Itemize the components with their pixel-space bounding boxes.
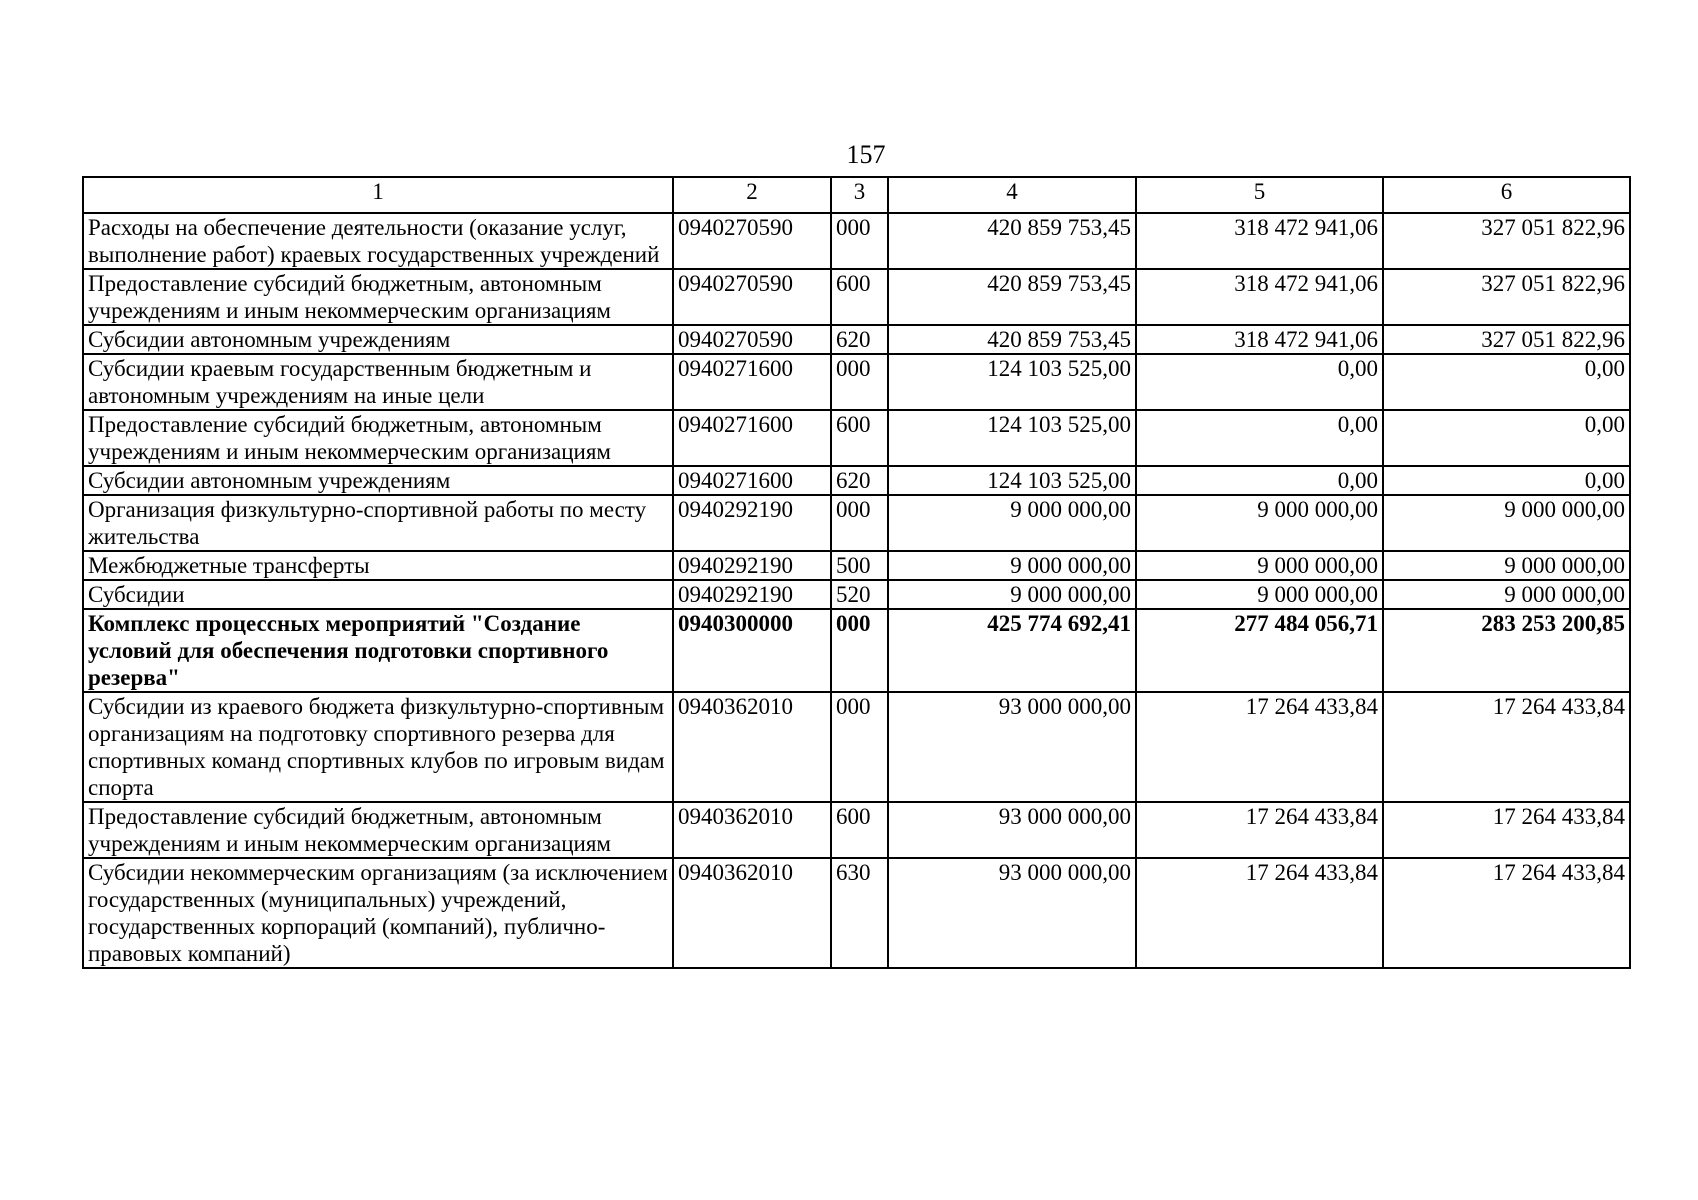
- row-amount-col6-cell: 0,00: [1383, 354, 1630, 410]
- table-row: [83, 354, 1630, 410]
- row-type-cell: 000: [831, 213, 888, 269]
- row-name-cell: Субсидии краевым государственным бюджетным и автономным учреждениям на иные цели: [83, 354, 673, 410]
- table-row: [83, 551, 1630, 580]
- row-name-cell: Субсидии автономным учреждениям: [83, 466, 673, 495]
- row-amount-col6-cell: 283 253 200,85: [1383, 609, 1630, 692]
- row-amount-col5-cell: 277 484 056,71: [1136, 609, 1383, 692]
- row-amount-col6-cell: 9 000 000,00: [1383, 551, 1630, 580]
- row-amount-col5-cell: 318 472 941,06: [1136, 269, 1383, 325]
- row-type-cell: 630: [831, 858, 888, 968]
- row-amount-col5-cell: 0,00: [1136, 354, 1383, 410]
- row-amount-col6-cell: 17 264 433,84: [1383, 858, 1630, 968]
- row-name-cell: Субсидии из краевого бюджета физкультурно-спортивным организациям на подготовку спортивного резерва для спортивных команд спортивных клубов по игровым видам спорта: [83, 692, 673, 802]
- row-name-cell: Комплекс процессных мероприятий "Создание условий для обеспечения подготовки спортивного резерва": [83, 609, 673, 692]
- row-amount-col6-cell: 0,00: [1383, 410, 1630, 466]
- row-name-cell: Субсидии автономным учреждениям: [83, 325, 673, 354]
- row-amount-col4-cell: 9 000 000,00: [888, 495, 1136, 551]
- row-amount-col4-cell: 9 000 000,00: [888, 580, 1136, 609]
- page-number: 157: [846, 140, 886, 169]
- table-row: [83, 325, 1630, 354]
- table-row: [83, 495, 1630, 551]
- row-code-cell: 0940270590: [673, 269, 831, 325]
- row-amount-col5-cell: 17 264 433,84: [1136, 802, 1383, 858]
- row-code-cell: 0940271600: [673, 410, 831, 466]
- row-amount-col5-cell: 17 264 433,84: [1136, 858, 1383, 968]
- table-row: [83, 269, 1630, 325]
- table-row: [83, 802, 1630, 858]
- row-type-cell: 000: [831, 354, 888, 410]
- row-name-cell: Организация физкультурно-спортивной работы по месту жительства: [83, 495, 673, 551]
- row-type-cell: 500: [831, 551, 888, 580]
- table-row: [83, 858, 1630, 968]
- row-amount-col5-cell: 9 000 000,00: [1136, 551, 1383, 580]
- row-type-cell: 620: [831, 466, 888, 495]
- row-amount-col4-cell: 124 103 525,00: [888, 410, 1136, 466]
- row-amount-col5-cell: 9 000 000,00: [1136, 580, 1383, 609]
- row-amount-col4-cell: 124 103 525,00: [888, 354, 1136, 410]
- row-code-cell: 0940270590: [673, 213, 831, 269]
- column-header: 3: [831, 177, 888, 213]
- row-code-cell: 0940362010: [673, 858, 831, 968]
- row-amount-col6-cell: 327 051 822,96: [1383, 213, 1630, 269]
- row-amount-col4-cell: 93 000 000,00: [888, 858, 1136, 968]
- row-amount-col4-cell: 124 103 525,00: [888, 466, 1136, 495]
- row-amount-col6-cell: 9 000 000,00: [1383, 580, 1630, 609]
- row-code-cell: 0940362010: [673, 802, 831, 858]
- row-code-cell: 0940362010: [673, 692, 831, 802]
- table-row: [83, 410, 1630, 466]
- row-name-cell: Межбюджетные трансферты: [83, 551, 673, 580]
- row-amount-col6-cell: 9 000 000,00: [1383, 495, 1630, 551]
- row-amount-col4-cell: 420 859 753,45: [888, 213, 1136, 269]
- row-amount-col4-cell: 9 000 000,00: [888, 551, 1136, 580]
- row-amount-col4-cell: 420 859 753,45: [888, 269, 1136, 325]
- row-code-cell: 0940300000: [673, 609, 831, 692]
- row-amount-col5-cell: 17 264 433,84: [1136, 692, 1383, 802]
- row-amount-col4-cell: 93 000 000,00: [888, 802, 1136, 858]
- row-type-cell: 000: [831, 495, 888, 551]
- row-code-cell: 0940292190: [673, 580, 831, 609]
- table-row: [83, 213, 1630, 269]
- row-amount-col6-cell: 17 264 433,84: [1383, 802, 1630, 858]
- column-header: 2: [673, 177, 831, 213]
- column-header: 4: [888, 177, 1136, 213]
- row-amount-col4-cell: 93 000 000,00: [888, 692, 1136, 802]
- column-header: 6: [1383, 177, 1630, 213]
- row-type-cell: 520: [831, 580, 888, 609]
- budget-table: [82, 176, 1631, 969]
- row-type-cell: 600: [831, 410, 888, 466]
- row-amount-col4-cell: 420 859 753,45: [888, 325, 1136, 354]
- row-amount-col6-cell: 327 051 822,96: [1383, 325, 1630, 354]
- row-amount-col5-cell: 0,00: [1136, 466, 1383, 495]
- row-type-cell: 000: [831, 609, 888, 692]
- row-code-cell: 0940270590: [673, 325, 831, 354]
- column-header: 1: [83, 177, 673, 213]
- table-header-row: [83, 177, 1630, 213]
- column-header: 5: [1136, 177, 1383, 213]
- row-amount-col5-cell: 9 000 000,00: [1136, 495, 1383, 551]
- row-type-cell: 600: [831, 269, 888, 325]
- row-type-cell: 600: [831, 802, 888, 858]
- row-code-cell: 0940292190: [673, 495, 831, 551]
- row-name-cell: Расходы на обеспечение деятельности (оказание услуг, выполнение работ) краевых государственных учреждений: [83, 213, 673, 269]
- row-amount-col5-cell: 318 472 941,06: [1136, 325, 1383, 354]
- table-row: [83, 466, 1630, 495]
- row-type-cell: 000: [831, 692, 888, 802]
- row-code-cell: 0940271600: [673, 354, 831, 410]
- table-row: [83, 580, 1630, 609]
- row-code-cell: 0940292190: [673, 551, 831, 580]
- row-amount-col6-cell: 327 051 822,96: [1383, 269, 1630, 325]
- row-name-cell: Субсидии некоммерческим организациям (за исключением государственных (муниципальных) учреждений, государственных корпораций (компаний), публично-правовых компаний): [83, 858, 673, 968]
- row-name-cell: Субсидии: [83, 580, 673, 609]
- row-amount-col5-cell: 318 472 941,06: [1136, 213, 1383, 269]
- row-name-cell: Предоставление субсидий бюджетным, автономным учреждениям и иным некоммерческим организациям: [83, 410, 673, 466]
- table-row: [83, 609, 1630, 692]
- row-amount-col6-cell: 17 264 433,84: [1383, 692, 1630, 802]
- row-amount-col6-cell: 0,00: [1383, 466, 1630, 495]
- row-amount-col4-cell: 425 774 692,41: [888, 609, 1136, 692]
- row-amount-col5-cell: 0,00: [1136, 410, 1383, 466]
- row-code-cell: 0940271600: [673, 466, 831, 495]
- row-name-cell: Предоставление субсидий бюджетным, автономным учреждениям и иным некоммерческим организациям: [83, 269, 673, 325]
- row-name-cell: Предоставление субсидий бюджетным, автономным учреждениям и иным некоммерческим организациям: [83, 802, 673, 858]
- table-row: [83, 692, 1630, 802]
- row-type-cell: 620: [831, 325, 888, 354]
